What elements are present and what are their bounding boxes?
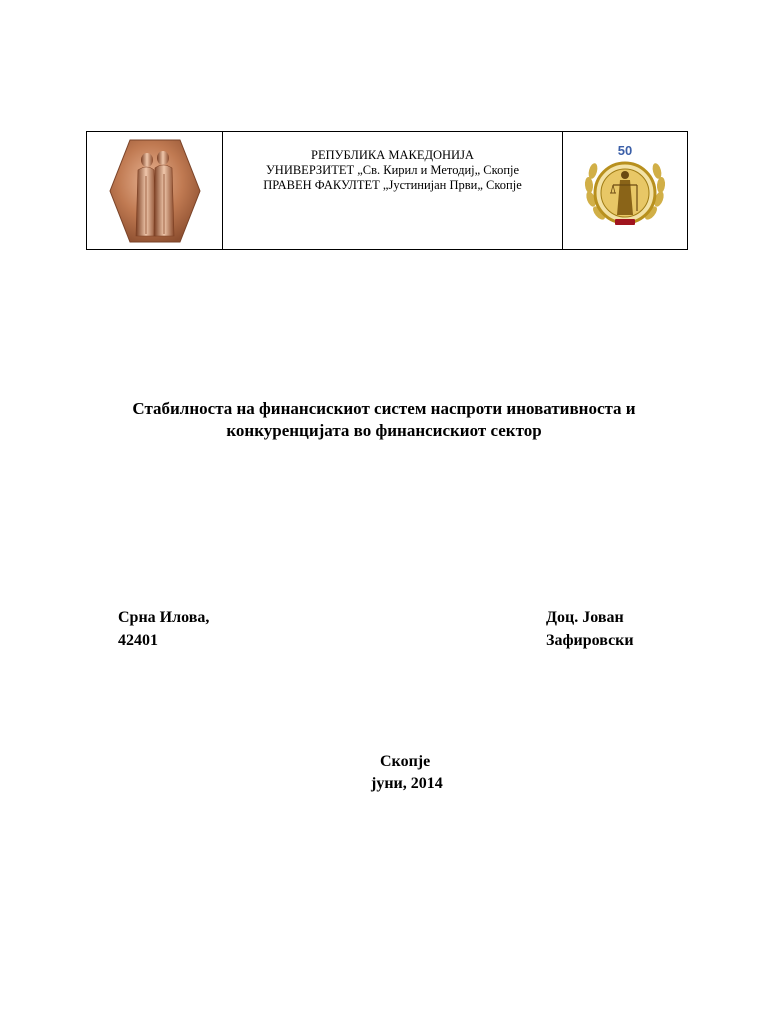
right-logo-cell <box>563 132 688 250</box>
author-index: 42401 <box>118 632 158 649</box>
thesis-title-line-2: конкуренцијата во финансискиот сектор <box>226 421 542 440</box>
left-logo-cell <box>87 132 223 250</box>
institution-line-republic: РЕПУБЛИКА МАКЕДОНИЈА <box>311 148 474 162</box>
mentor-block <box>546 606 634 652</box>
place-city: Скопје <box>380 753 431 770</box>
header-table <box>86 131 688 250</box>
institution-cell <box>223 132 563 250</box>
seal-anniversary-number: 50 <box>617 142 633 158</box>
thesis-title-line-1: Стабилноста на финансискиот систем наспроти иновативноста и <box>132 399 636 418</box>
institution-line-faculty: ПРАВЕН ФАКУЛТЕТ „Јустинијан Први„ Скопје <box>263 178 522 192</box>
author-block <box>118 606 209 652</box>
university-medal-icon <box>108 136 202 246</box>
mentor-title-name: Доц. Јован <box>546 609 624 626</box>
mentor-surname: Зафировски <box>546 632 634 649</box>
place-date: јуни, 2014 <box>371 775 443 792</box>
author-name: Срна Илова, <box>118 609 210 626</box>
institution-line-university: УНИВЕРЗИТЕТ „Св. Кирил и Методиј„ Скопје <box>265 163 520 177</box>
thesis-title <box>60 398 708 442</box>
faculty-justice-seal-icon <box>577 141 673 241</box>
